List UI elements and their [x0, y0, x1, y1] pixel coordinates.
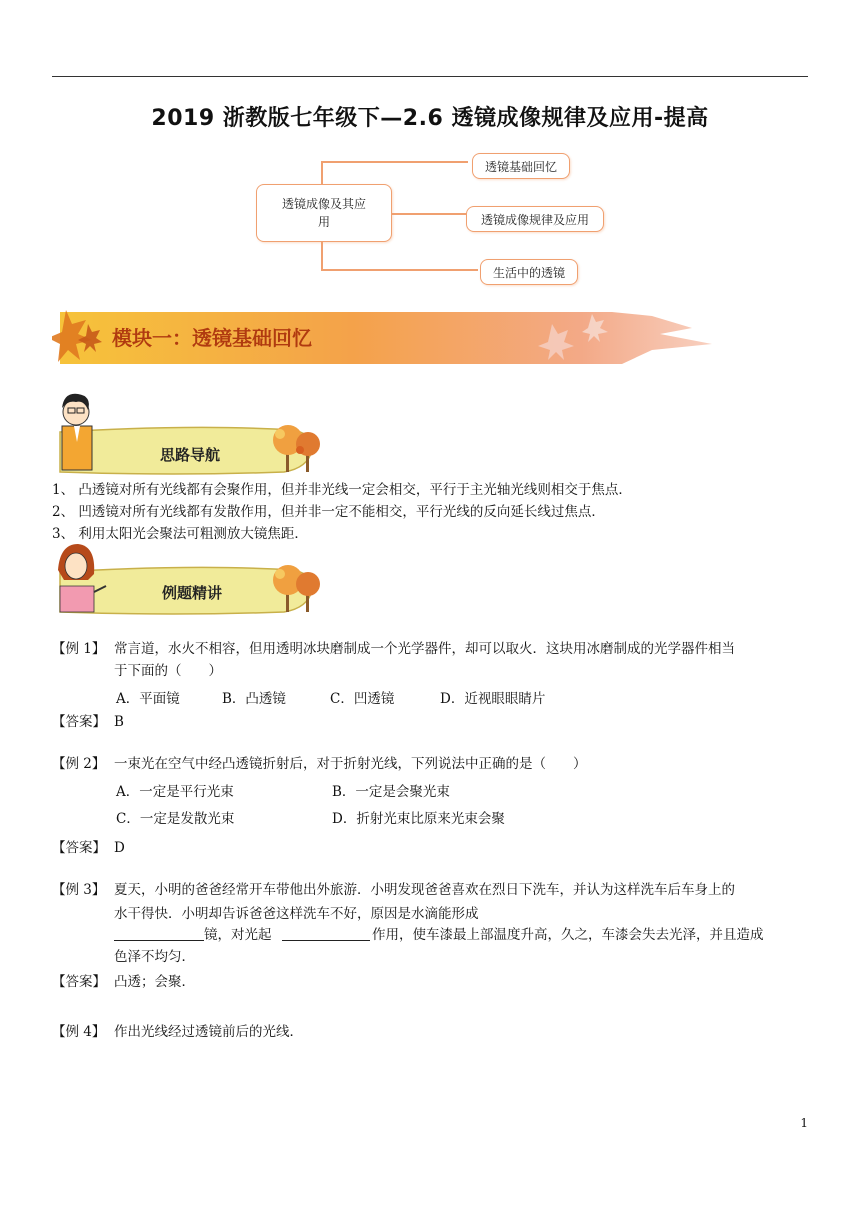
example-2-tag: 【例 2】 — [52, 756, 106, 772]
example-1-answer: B — [114, 714, 124, 730]
page-number: 1 — [800, 1116, 808, 1130]
example-1-question-line2: 于下面的（ ） — [114, 663, 222, 679]
example-3-question-line4: 色泽不均匀． — [114, 949, 195, 965]
example-2-question-line1: 一束光在空气中经凸透镜折射后，对于折射光线，下列说法中正确的是（ ） — [114, 756, 587, 772]
point-2: 2、 凹透镜对所有光线都有发散作用，但并非一定不能相交，平行光线的反向延长线过焦点． — [52, 504, 605, 520]
mindmap-center: 透镜成像及其应用 — [256, 184, 392, 242]
module-banner-title: 模块一：透镜基础回忆 — [112, 326, 312, 350]
example-1-question-line1: 常言道，水火不相容，但用透明冰块磨制成一个光学器件，却可以取火．这块用冰磨制成的光学器件相当 — [114, 641, 735, 657]
example-2-option-a: A．一定是平行光束 — [116, 784, 234, 800]
point-3: 3、 利用太阳光会聚法可粗测放大镜焦距． — [52, 526, 308, 542]
point-1: 1、 凸透镜对所有光线都有会聚作用，但并非光线一定会相交，平行于主光轴光线则相交于焦点． — [52, 482, 632, 498]
mindmap-branch-daily: 生活中的透镜 — [480, 259, 578, 285]
example-2-option-d: D．折射光束比原来光束会聚 — [332, 811, 505, 827]
example-1-answer-tag: 【答案】 — [52, 714, 106, 730]
mindmap-branch-basics: 透镜基础回忆 — [472, 153, 570, 179]
example-3-question-line3a: 镜，对光起 — [204, 927, 272, 943]
example-3-question-line3b: 作用，使车漆最上部温度升高，久之，车漆会失去光泽，并且造成 — [372, 927, 764, 943]
example-3-answer: 凸透；会聚． — [114, 974, 195, 990]
example-4-question-line1: 作出光线经过透镜前后的光线． — [114, 1024, 303, 1040]
example-3-blank-2 — [282, 940, 370, 941]
example-2-answer-tag: 【答案】 — [52, 840, 106, 856]
header-rule — [52, 76, 808, 77]
example-1-option-c: C．凹透镜 — [330, 691, 395, 707]
example-2-option-b: B．一定是会聚光束 — [332, 784, 450, 800]
page-title: 2019 浙教版七年级下—2.6 透镜成像规律及应用-提高 — [151, 106, 709, 131]
section-examples-banner — [54, 540, 334, 616]
example-2-answer: D — [114, 840, 125, 856]
example-2-option-c: C．一定是发散光束 — [116, 811, 235, 827]
example-4-tag: 【例 4】 — [52, 1024, 106, 1040]
example-3-answer-tag: 【答案】 — [52, 974, 106, 990]
example-1-option-b: B．凸透镜 — [222, 691, 286, 707]
example-1-option-d: D．近视眼眼睛片 — [440, 691, 546, 707]
mindmap-branch-rules: 透镜成像规律及应用 — [466, 206, 604, 232]
example-3-question-line2: 水干得快．小明却告诉爸爸这样洗车不好，原因是水滴能形成 — [114, 906, 479, 922]
section-label-examples: 例题精讲 — [162, 584, 223, 602]
example-3-blank-1 — [114, 940, 204, 941]
example-3-tag: 【例 3】 — [52, 882, 106, 898]
example-1-option-a: A．平面镜 — [116, 691, 180, 707]
example-1-tag: 【例 1】 — [52, 641, 106, 657]
example-3-question-line1: 夏天，小明的爸爸经常开车带他出外旅游．小明发现爸爸喜欢在烈日下洗车，并认为这样洗车后车身上的 — [114, 882, 735, 898]
section-label-nav: 思路导航 — [160, 446, 221, 464]
